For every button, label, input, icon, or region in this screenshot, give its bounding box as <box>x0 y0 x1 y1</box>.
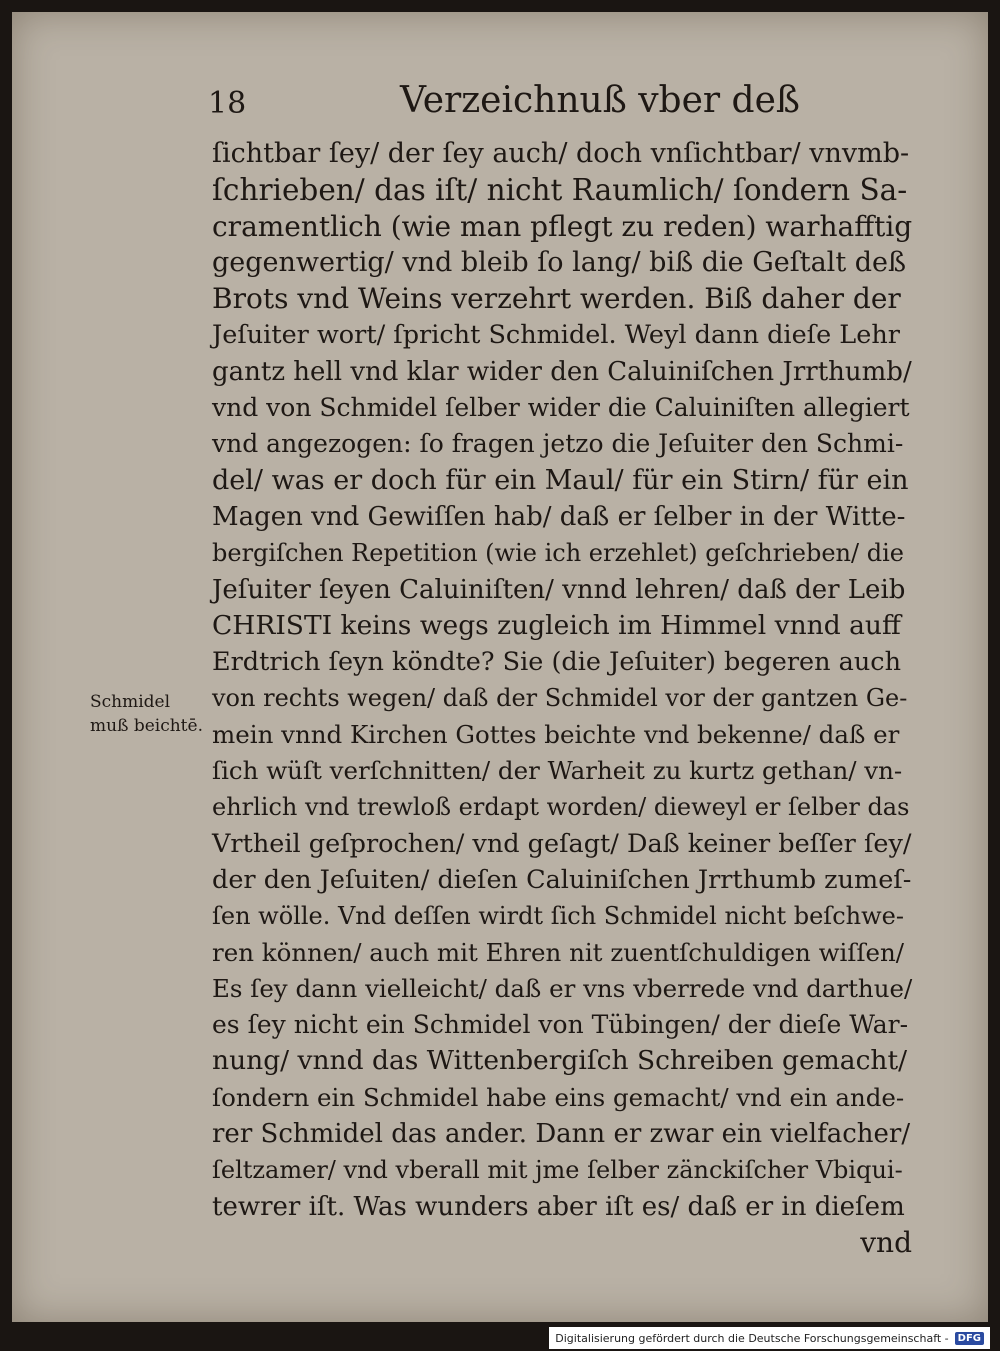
text-line: Jeſuiter ſeyen Caluiniſten/ vnnd lehren/ daß der Leib <box>212 574 906 605</box>
text-line: Magen vnd Gewiſſen hab/ daß er ſelber in der Witte- <box>212 501 906 532</box>
running-title: Verzeichnuß vber deß <box>400 80 800 121</box>
text-line: ſeltzamer/ vnd vberall mit jme ſelber zänckiſcher Vbiqui- <box>212 1156 903 1185</box>
book-page <box>12 12 988 1322</box>
digitization-credit <box>549 1327 990 1349</box>
text-line: nung/ vnnd das Wittenbergiſch Schreiben gemacht/ <box>212 1045 908 1077</box>
dfg-logo-icon: DFG <box>955 1332 984 1345</box>
text-line: vnd von Schmidel ſelber wider die Caluiniſten allegiert <box>212 393 910 423</box>
text-line: Vrtheil geſprochen/ vnd geſagt/ Daß keiner beſſer ſey/ <box>212 828 912 859</box>
text-line: von rechts wegen/ daß der Schmidel vor der gantzen Ge- <box>212 684 908 713</box>
marginal-note-line: muß beichtē. <box>90 716 203 736</box>
text-line: tewrer iſt. Was wunders aber iſt es/ daß er in dieſem <box>212 1191 905 1222</box>
text-line: Brots vnd Weins verzehrt werden. Biß daher der <box>212 282 901 316</box>
text-line: ſondern ein Schmidel habe eins gemacht/ vnd ein ande- <box>212 1082 905 1112</box>
text-line: cramentlich (wie man pflegt zu reden) warhafftig <box>212 209 913 243</box>
text-line: gegenwertig/ vnd bleib ſo lang/ biß die Geſtalt deß <box>212 246 907 278</box>
text-line: es ſey nicht ein Schmidel von Tübingen/ der dieſe War- <box>212 1010 909 1040</box>
text-line: ſich wüſt verſchnitten/ der Warheit zu kurtz gethan/ vn- <box>212 756 903 786</box>
text-line: ren können/ auch mit Ehren nit zuentſchuldigen wiſſen/ <box>212 937 905 967</box>
text-line: Jeſuiter wort/ ſpricht Schmidel. Weyl dann dieſe Lehr <box>212 320 900 351</box>
marginal-note-line: Schmidel <box>90 692 171 712</box>
text-line: Es ſey dann vielleicht/ daß er vns vberrede vnd darthue/ <box>212 973 913 1003</box>
text-line: vnd angezogen: ſo fragen jetzo die Jeſuiter den Schmi- <box>212 429 904 459</box>
text-line: der den Jeſuiten/ dieſen Caluiniſchen Jrrthumb zumeſ- <box>212 864 912 895</box>
text-line: rer Schmidel das ander. Dann er zwar ein vielfacher/ <box>212 1119 911 1150</box>
text-line: CHRISTI keins wegs zugleich im Himmel vnnd auff <box>212 609 901 641</box>
text-line: ſchrieben/ das iſt/ nicht Raumlich/ ſondern Sa- <box>212 173 908 208</box>
text-line: gantz hell vnd klar wider den Caluiniſchen Jrrthumb/ <box>212 356 912 387</box>
text-line: bergiſchen Repetition (wie ich erzehlet) geſchrieben/ die <box>212 539 904 568</box>
credit-text: Digitalisierung gefördert durch die Deutsche Forschungsgemeinschaft - <box>555 1331 949 1345</box>
text-line: Erdtrich ſeyn köndte? Sie (die Jeſuiter) begeren auch <box>212 647 901 678</box>
text-line: del/ was er doch für ein Maul/ für ein Stirn/ für ein <box>212 464 909 496</box>
marginal-note <box>90 690 210 738</box>
text-line: mein vnnd Kirchen Gottes beichte vnd bekenne/ daß er <box>212 719 900 749</box>
page-number: 18 <box>208 86 247 121</box>
text-line: ſen wölle. Vnd deſſen wirdt ſich Schmidel nicht beſchwe- <box>212 902 904 931</box>
text-line: ehrlich vnd trewloß erdapt worden/ dieweyl er ſelber das <box>212 793 910 822</box>
body-text <box>212 136 912 1261</box>
catchword: vnd <box>860 1225 912 1259</box>
text-line: ſichtbar ſey/ der ſey auch/ doch vnſichtbar/ vnvmb- <box>212 138 910 169</box>
page-header <box>12 80 988 130</box>
